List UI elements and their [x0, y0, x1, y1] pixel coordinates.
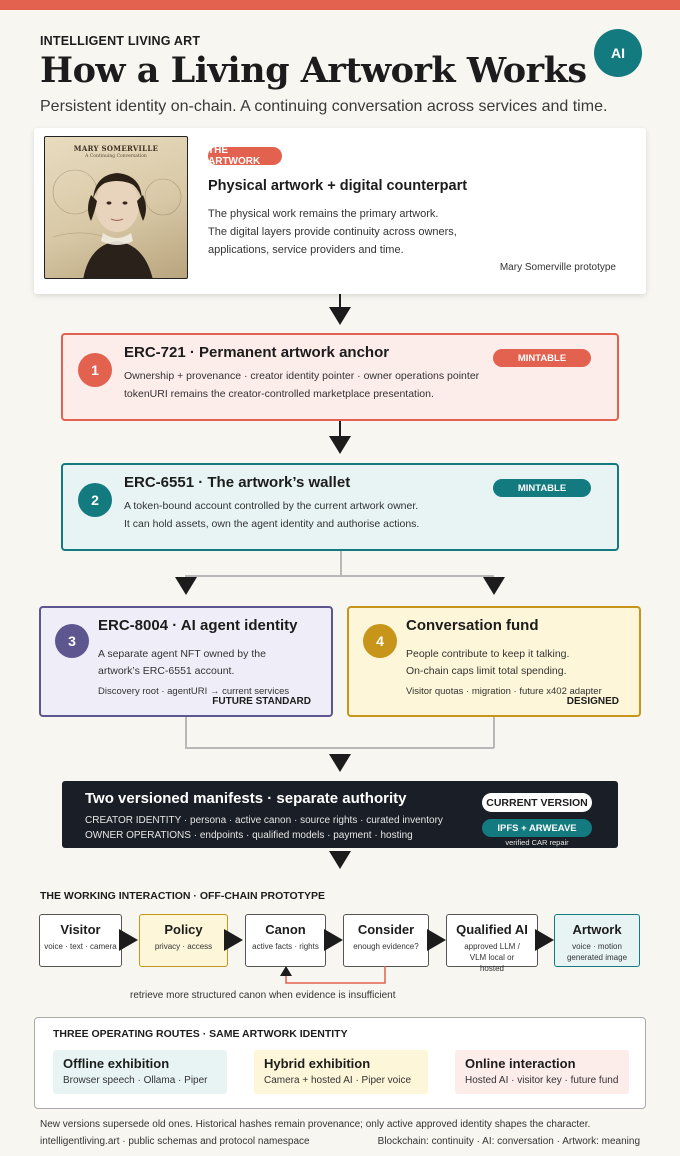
arrow-down-icon — [329, 754, 351, 772]
flow-node-consider — [343, 914, 429, 967]
route-hybrid — [254, 1050, 428, 1094]
step-heading: ERC-6551 · The artwork’s wallet — [124, 474, 351, 491]
mintable-badge: MINTABLE — [493, 349, 591, 367]
mintable-badge: MINTABLE — [493, 479, 591, 497]
top-accent-bar — [0, 0, 680, 10]
step-line: Discovery root · agentURI → current services — [98, 686, 290, 697]
status-tag: DESIGNED — [566, 696, 619, 707]
route-sub: Hosted AI · visitor key · future fund — [465, 1075, 619, 1086]
route-name: Online interaction — [465, 1056, 576, 1071]
flow-node-name: Consider — [357, 922, 415, 937]
route-offline — [53, 1050, 227, 1094]
connector-line — [185, 747, 494, 749]
flow-node-sub: voice · text · camera — [44, 942, 117, 951]
flow-node-name: Visitor — [60, 922, 101, 937]
step-line: On-chain caps limit total spending. — [406, 665, 567, 677]
routes-title: THREE OPERATING ROUTES · SAME ARTWORK IDENTITY — [53, 1028, 348, 1040]
arrow-right-icon — [324, 929, 343, 951]
artwork-heading: Physical artwork + digital counterpart — [208, 178, 468, 194]
manifest-line: OWNER OPERATIONS · endpoints · qualified models · payment · hosting — [85, 830, 413, 841]
flow-node-qualified-ai — [446, 914, 538, 973]
footer-site: intelligentliving.art · public schemas and protocol namespace — [40, 1136, 310, 1147]
step-line: artwork’s ERC-6551 account. — [98, 665, 235, 677]
step-erc721 — [61, 333, 619, 421]
flow-node-sub: privacy · access — [154, 942, 213, 951]
step-line: Visitor quotas · migration · future x402 adapter — [406, 686, 602, 697]
portrait-title: MARY SOMERVILLE — [73, 144, 159, 153]
step-conversation-fund — [347, 606, 641, 717]
portrait-subtitle: A Continuing Conversation — [85, 154, 147, 159]
current-version-badge: CURRENT VERSION — [482, 793, 592, 812]
arrow-down-icon — [329, 851, 351, 869]
connector-line — [493, 717, 495, 748]
step-number: 2 — [78, 483, 112, 517]
route-sub: Camera + hosted AI · Piper voice — [264, 1075, 412, 1086]
arrow-down-icon — [329, 307, 351, 325]
artwork-line: The digital layers provide continuity across owners, — [208, 226, 457, 238]
storage-note: verified CAR repair — [505, 838, 569, 847]
step-heading: ERC-8004 · AI agent identity — [98, 617, 298, 634]
flow-node-sub: voice · motion generated image — [566, 942, 628, 962]
arrow-shaft — [339, 294, 341, 308]
step-heading: ERC-721 · Permanent artwork anchor — [124, 344, 390, 361]
ai-badge: AI — [594, 29, 642, 77]
route-name: Hybrid exhibition — [264, 1056, 371, 1071]
connector-line — [340, 551, 342, 576]
step-erc8004 — [39, 606, 333, 717]
flow-node-name: Qualified AI — [456, 922, 528, 937]
step-number: 1 — [78, 353, 112, 387]
artwork-caption: Mary Somerville prototype — [499, 262, 616, 273]
arrow-right-icon — [224, 929, 243, 951]
storage-badge: IPFS + ARWEAVE — [482, 819, 592, 837]
artwork-tag: THE ARTWORK — [208, 147, 282, 165]
flow-node-sub: approved LLM / VLM local or hosted — [464, 942, 520, 973]
flow-node-artwork — [554, 914, 640, 967]
page-title: How a Living Artwork Works — [40, 50, 587, 91]
step-number: 3 — [55, 624, 89, 658]
route-online — [455, 1050, 629, 1094]
step-number: 4 — [363, 624, 397, 658]
routes-panel — [34, 1017, 646, 1109]
kicker: INTELLIGENT LIVING ART — [40, 34, 201, 48]
arrow-down-icon — [175, 577, 197, 595]
artwork-line: The physical work remains the primary artwork. — [208, 208, 439, 220]
route-sub: Browser speech · Ollama · Piper — [63, 1075, 208, 1086]
manifests-panel — [62, 781, 618, 848]
flow-node-policy — [139, 914, 228, 967]
flow-node-name: Policy — [164, 922, 203, 937]
step-heading: Conversation fund — [406, 617, 539, 634]
flow-node-name: Canon — [265, 922, 306, 937]
portrait-image — [44, 136, 188, 279]
step-line: A token-bound account controlled by the current artwork owner. — [124, 500, 419, 512]
loop-label: retrieve more structured canon when evidence is insufficient — [130, 990, 396, 1001]
artwork-card — [34, 128, 646, 294]
arrow-down-icon — [329, 436, 351, 454]
loop-back-arrow — [270, 966, 400, 988]
page-subtitle: Persistent identity on-chain. A continuing conversation across services and time. — [40, 98, 608, 115]
arrow-right-icon — [119, 929, 138, 951]
flow-node-canon — [245, 914, 326, 967]
artwork-line: applications, service providers and time. — [208, 244, 404, 256]
step-line: People contribute to keep it talking. — [406, 648, 570, 660]
footer-tagline: Blockchain: continuity · AI: conversation · Artwork: meaning — [377, 1136, 640, 1147]
status-tag: FUTURE STANDARD — [212, 696, 311, 707]
flow-node-visitor — [39, 914, 122, 967]
arrow-right-icon — [535, 929, 554, 951]
footer-note: New versions supersede old ones. Historical hashes remain provenance; only active approved identity shapes the character. — [40, 1119, 591, 1130]
manifests-heading: Two versioned manifests · separate authority — [85, 790, 407, 807]
arrow-shaft — [339, 421, 341, 437]
flow-title: THE WORKING INTERACTION · OFF-CHAIN PROTOTYPE — [40, 890, 326, 902]
step-line: A separate agent NFT owned by the — [98, 648, 266, 660]
flow-node-name: Artwork — [572, 922, 622, 937]
manifest-line: CREATOR IDENTITY · persona · active canon · source rights · curated inventory — [85, 815, 443, 826]
step-line: tokenURI remains the creator-controlled marketplace presentation. — [124, 388, 434, 400]
step-line: Ownership + provenance · creator identity pointer · owner operations pointer — [124, 370, 480, 382]
arrow-right-icon — [427, 929, 446, 951]
arrow-down-icon — [483, 577, 505, 595]
route-name: Offline exhibition — [63, 1056, 170, 1071]
flow-node-sub: enough evidence? — [353, 942, 419, 951]
artwork-description — [208, 205, 508, 259]
step-line: It can hold assets, own the agent identity and authorise actions. — [124, 518, 420, 530]
step-erc6551 — [61, 463, 619, 551]
flow-node-sub: active facts · rights — [252, 942, 319, 951]
connector-line — [185, 717, 187, 748]
connector-line — [185, 575, 494, 577]
